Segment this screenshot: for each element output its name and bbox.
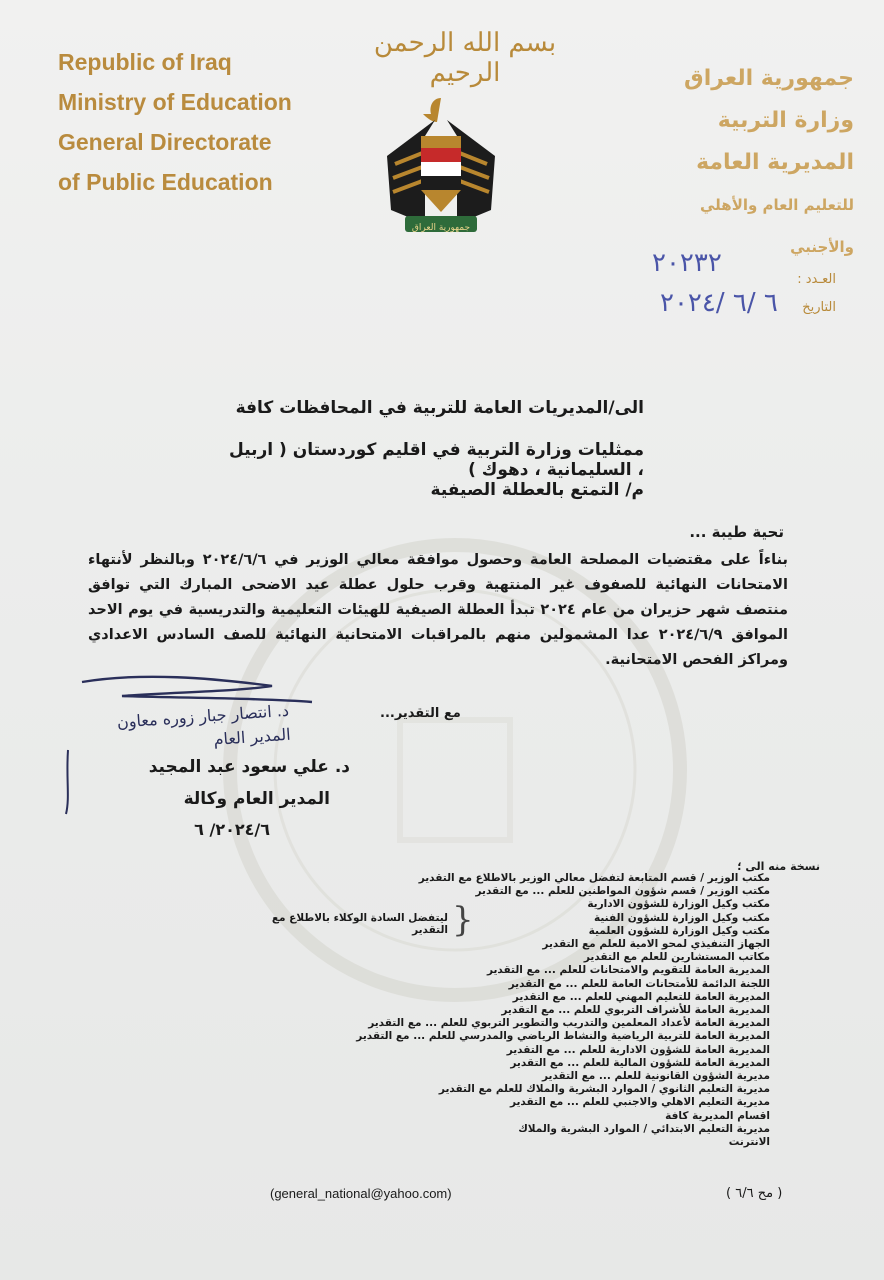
cc-item: المديرية العامة للشؤون المالية للعلم ... مع التقدير [510, 1056, 770, 1069]
greeting: تحية طيبة ... [689, 523, 784, 541]
date-label: التاريخ [802, 300, 836, 315]
cc-item: مكتب وكيل الوزارة للشؤون الادارية [587, 898, 770, 911]
header-arabic [654, 58, 854, 268]
iraq-emblem-icon [385, 92, 497, 240]
closing: ...مع التقدير [380, 706, 461, 721]
signer-title: المدير العام وكالة [183, 789, 330, 809]
header-ar-line4: للتعليم العام والأهلي والأجنبي [700, 196, 854, 256]
cc-item: المديرية العامة للأشراف التربوي للعلم ... مع التقدير [501, 1004, 770, 1017]
cc-item: مكتب الوزير / قسم المتابعة لتفضل معالي الوزير بالاطلاع مع التقدير [418, 872, 770, 884]
date-value: ٦ /٦ /٢٠٢٤ [660, 288, 778, 318]
cc-item: الجهاز التنفيذي لمحو الامية للعلم مع التقدير [542, 938, 770, 951]
cc-item: مديرية الشؤون القانونية للعلم ... مع التقدير [542, 1070, 770, 1083]
cc-item: مكاتب المستشارين للعلم مع التقدير [583, 951, 770, 964]
cc-item: مديرية التعليم الاهلي والاجنبي للعلم ... مع التقدير [509, 1096, 770, 1109]
header-en-line3: General Directorate [58, 129, 272, 155]
header-en-line1: Republic of Iraq [58, 49, 232, 75]
brace-icon: } [452, 900, 474, 940]
cc-item: المديرية العامة للتربية الرياضية والنشاط الرياضي والمدرسي للعلم ... مع التقدير [356, 1030, 770, 1043]
header-ar-line3: المديرية العامة [696, 150, 854, 175]
cc-item: اقسام المديرية كافة [665, 1109, 770, 1122]
bismillah: بسم الله الرحمن الرحيم [373, 28, 557, 88]
cc-item: مديرية التعليم الابتدائي / الموارد البشرية والملاك [518, 1122, 770, 1135]
cc-item: مديرية التعليم الثانوي / الموارد البشرية والملاك للعلم مع التقدير [438, 1083, 770, 1096]
addressee-1: الى/المديريات العامة للتربية في المحافظات كافة [235, 398, 644, 418]
cc-item: المديرية العامة للشؤون الادارية للعلم ... مع التقدير [506, 1043, 770, 1056]
body-text: بناءاً على مقتضيات المصلحة العامة وحصول موافقة معالي الوزير في ٢٠٢٤/٦/٦ وبالنظر لأنتهاء الامتحانات النهائية للصفوف غير المنتهية وقرب حلول عطلة عيد الاضحى المبارك التي توافق منتصف شهر حزيران من عام ٢٠٢٤ تبدأ العطلة الصيفية للهيئات التعليمية والتدريسية في يوم الاحد الموافق ٢٠٢٤/٦/٩ عدا المشمولين منهم بالمراقبات الامتحانية النهائية للصف السادس الاعدادي ومراكز الفحص الامتحانية. [88, 552, 788, 668]
header-en-line2: Ministry of Education [58, 89, 292, 115]
subject-line: م/ التمتع بالعطلة الصيفية [430, 480, 644, 500]
number-label: العـدد : [797, 272, 836, 287]
cc-brace-note: ليتفضل السادة الوكلاء بالاطلاع مع التقدير [271, 912, 448, 936]
footer-email: (general_national@yahoo.com) [270, 1186, 452, 1201]
cc-item: مكتب وكيل الوزارة للشؤون الفنية [594, 911, 770, 924]
footer-code: ( مح ٦/٦ ) [726, 1186, 783, 1201]
handwritten-note: د. انتصار جبار زوره معاون المدير العام [116, 700, 292, 750]
number-value: ٢٠٢٣٢ [652, 248, 722, 278]
header-ar-line2: وزارة التربية [717, 108, 854, 133]
emblem-caption: جمهورية العراق [411, 223, 471, 233]
header-english [58, 42, 292, 202]
cc-item: الانترنت [728, 1136, 770, 1149]
cc-item: المديرية العامة للتعليم المهني للعلم ... مع التقدير [512, 990, 770, 1003]
header-en-line4: of Public Education [58, 169, 273, 195]
cc-item: مكتب وكيل الوزارة للشؤون العلمية [588, 924, 770, 937]
header-ar-line1: جمهورية العراق [684, 66, 854, 91]
cc-item: المديرية العامة للتقويم والامتحانات للعلم ... مع التقدير [486, 964, 770, 977]
cc-header: نسخة منه الى ؛ [737, 860, 820, 873]
addressee-2: ممثليات وزارة التربية في اقليم كوردستان ( اربيل ، السليمانية ، دهوك ) [229, 440, 644, 480]
cc-item: المديرية العامة لأعداد المعلمين والتدريب والتطوير التربوي للعلم ... مع التقدير [368, 1017, 770, 1030]
cc-item: مكتب الوزير / قسم شؤون المواطنين للعلم ... مع التقدير [475, 885, 770, 898]
signer-date: ٢٠٢٤/٦/ ٦ [194, 820, 270, 839]
cc-item: اللجنة الدائمة للأمتحانات العامة للعلم ... مع التقدير [508, 977, 770, 990]
signer-name: د. علي سعود عبد المجيد [148, 757, 350, 777]
